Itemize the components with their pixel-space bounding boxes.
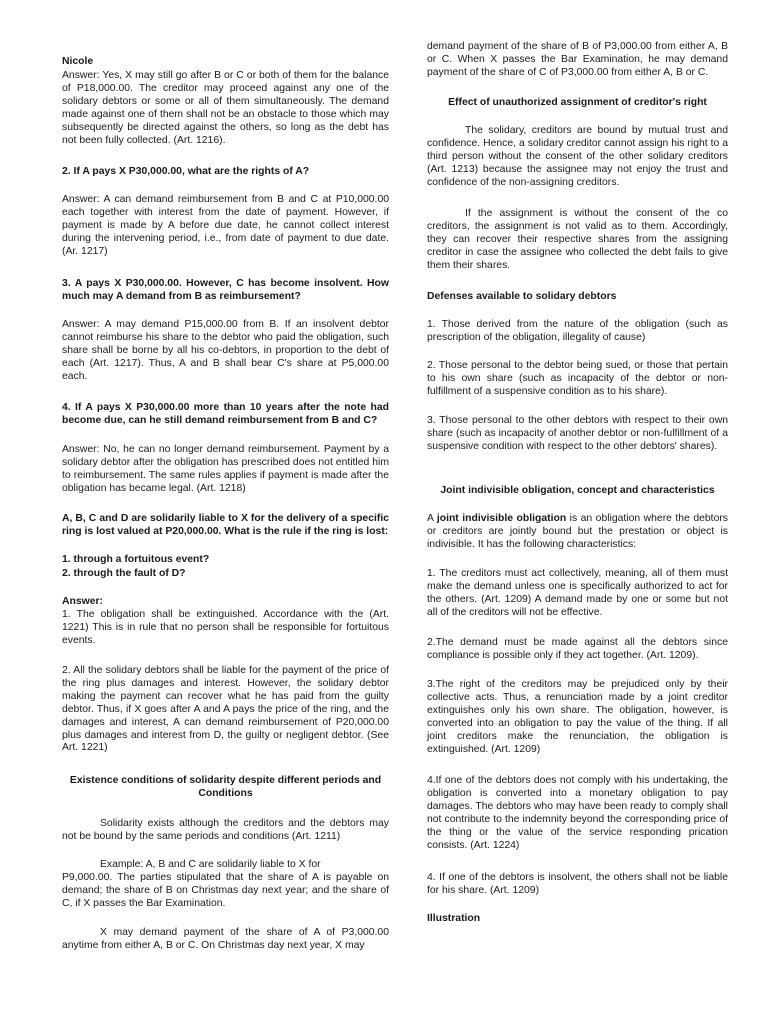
example-first-line: Example: A, B and C are solidarily liable to X for — [100, 859, 321, 870]
defense-2: 2. Those personal to the debtor being sued, or those that pertain to his own share (such as incapacity of the debtor or non-fulfillment of a suspensive condition as to his share). — [427, 360, 728, 397]
defense-1: 1. Those derived from the nature of the obligation (such as prescription of the obligation, illegality of cause) — [427, 319, 728, 343]
definition-prefix: A — [427, 513, 437, 524]
answer-label: Answer: — [62, 596, 103, 607]
example-paragraph: P9,000.00. The parties stipulated that the share of A is payable on demand; the share of B on Christmas day next year; and the share of C, if X passes the Bar Examination. — [62, 872, 389, 909]
heading-illustration: Illustration — [427, 913, 481, 924]
demand-paragraph: X may demand payment of the share of A of P3,000.00 anytime from either A, B or C. On Christmas day next year, X may — [62, 927, 389, 951]
continuation-paragraph: demand payment of the share of B of P3,000.00 from either A, B or C. When X passes the Bar Examination, he may demand payment of the share of C of P3,000.00 from either A, B or C. — [427, 41, 728, 78]
answer-5-2: 2. All the solidary debtors shall be liable for the payment of the price of the ring plus damages and interest. However, the solidary debtor making the payment can recover what he has paid from the guilty debtor. Thus, if X goes after A and A pays the price of the ring, and the damages and interest, A can demand reimbursement of P20,000.00 plus damages and interest from D, the guilty or negligent debtor. (See Art. 1221) — [62, 665, 389, 754]
characteristic-1: 1. The creditors must act collectively, meaning, all of them must make the demand unless one is specifically authorized to act for the others. (Art. 1209) A demand made by one or some but not all of the creditors will not be effective. — [427, 568, 728, 618]
author-name: Nicole — [62, 56, 94, 67]
question-3: 3. A pays X P30,000.00. However, C has become insolvent. How much may A demand from B as reimbursement? — [62, 278, 389, 302]
answer-5-1: 1. The obligation shall be extinguished. Accordance with the (Art. 1221) This is in rule that no person shall be responsible for fortuitous events. — [62, 609, 389, 646]
definition-body: is an obligation where the debtors or creditors are jointly bound but the prestation or object is indivisible. It has the following characteristics: — [427, 513, 728, 550]
characteristic-2: 2.The demand must be made against all the debtors since compliance is possible only if they act together. (Art. 1209). — [427, 637, 728, 661]
characteristic-4: 4.If one of the debtors does not comply with his undertaking, the obligation is converted into a monetary obligation to pay damages. The debtors who may have been ready to comply shall not contribute to the indemnity beyond the corresponding price of the thing or the value of the service responding prication consists. (Art. 1224) — [427, 775, 728, 851]
definition-term: joint indivisible obligation — [436, 513, 567, 524]
heading-unauthorized-assignment: Effect of unauthorized assignment of creditor's right — [448, 97, 707, 108]
section-heading-existence: Existence conditions of solidarity despite different periods and Conditions — [69, 775, 382, 799]
question-5a: 1. through a fortuitous event? — [62, 554, 210, 565]
question-2: 2. If A pays X P30,000.00, what are the rights of A? — [62, 166, 310, 177]
characteristic-3: 3.The right of the creditors may be prejudiced only by their collective acts. Thus, a renunciation made by a joint creditor extinguishes only his own share. The obligation, however, is converted into an obligation to pay the value of the thing. If all joint creditors make the renunciation, the obligation is extinguished. (Art. 1209) — [427, 679, 728, 755]
joint-indivisible-definition — [427, 513, 728, 552]
assignment-paragraph-1: The solidary, creditors are bound by mutual trust and confidence. Hence, a solidary creditor cannot assign his right to a third person without the consent of the other solidary creditors (Art. 1213) because the assignee may not enjoy the trust and confidence of the non-assigning creditors. — [427, 125, 728, 188]
characteristic-5: 4. If one of the debtors is insolvent, the others shall not be liable for his share. (Art. 1209) — [427, 872, 728, 896]
heading-joint-indivisible: Joint indivisible obligation, concept and characteristics — [440, 485, 715, 496]
question-4: 4. If A pays X P30,000.00 more than 10 years after the note had become due, can he still demand reimbursement from B and C? — [62, 402, 389, 426]
question-5b: 2. through the fault of D? — [62, 568, 186, 579]
assignment-paragraph-2: If the assignment is without the consent of the co creditors, the assignment is not valid as to them. Accordingly, they can recover their respective shares from the assigning creditor in case the assignee who collected the debt fails to give them their shares. — [427, 208, 728, 271]
heading-defenses: Defenses available to solidary debtors — [427, 291, 617, 302]
answer-3: Answer: A may demand P15,000.00 from B. If an insolvent debtor cannot reimburse his share to the debtor who paid the obligation, such share shall be borne by all his co-debtors, in proportion to the debt of each (Art. 1217). Thus, A and B shall bear C's share at P5,000.00 each. — [62, 319, 389, 382]
defense-3: 3. Those personal to the other debtors with respect to their own share (such as incapacity of another debtor or non-fulfillment of a suspensive condition with respect to the other debtors' shares). — [427, 415, 728, 452]
answer-4: Answer: No, he can no longer demand reimbursement. Payment by a solidary debtor after the obligation has prescribed does not entitled him to reimbursement. The same rules applies if payment is made after the obligation has became legal. (Art. 1218) — [62, 444, 389, 494]
answer-2: Answer: A can demand reimbursement from B and C at P10,000.00 each together with interest from the date of payment. However, if payment is made by A before due date, he cannot collect interest during the intervening period, i.e., from date of payment to due date. (Ar. 1217) — [62, 194, 389, 257]
question-5: A, B, C and D are solidarily liable to X for the delivery of a specific ring is lost valued at P20,000.00. What is the rule if the ring is lost: — [62, 513, 389, 537]
solidarity-paragraph: Solidarity exists although the creditors and the debtors may not be bound by the same periods and conditions (Art. 1211) — [62, 818, 389, 842]
answer-1: Answer: Yes, X may still go after B or C or both of them for the balance of P18,000.00. The creditor may proceed against any one of the solidary debtors or some or all of them simultaneously. The demand made against one of them shall not be an obstacle to those which may subsequently be directed against the others, so long as the debt has not been fully collected. (Art. 1216). — [62, 70, 389, 146]
